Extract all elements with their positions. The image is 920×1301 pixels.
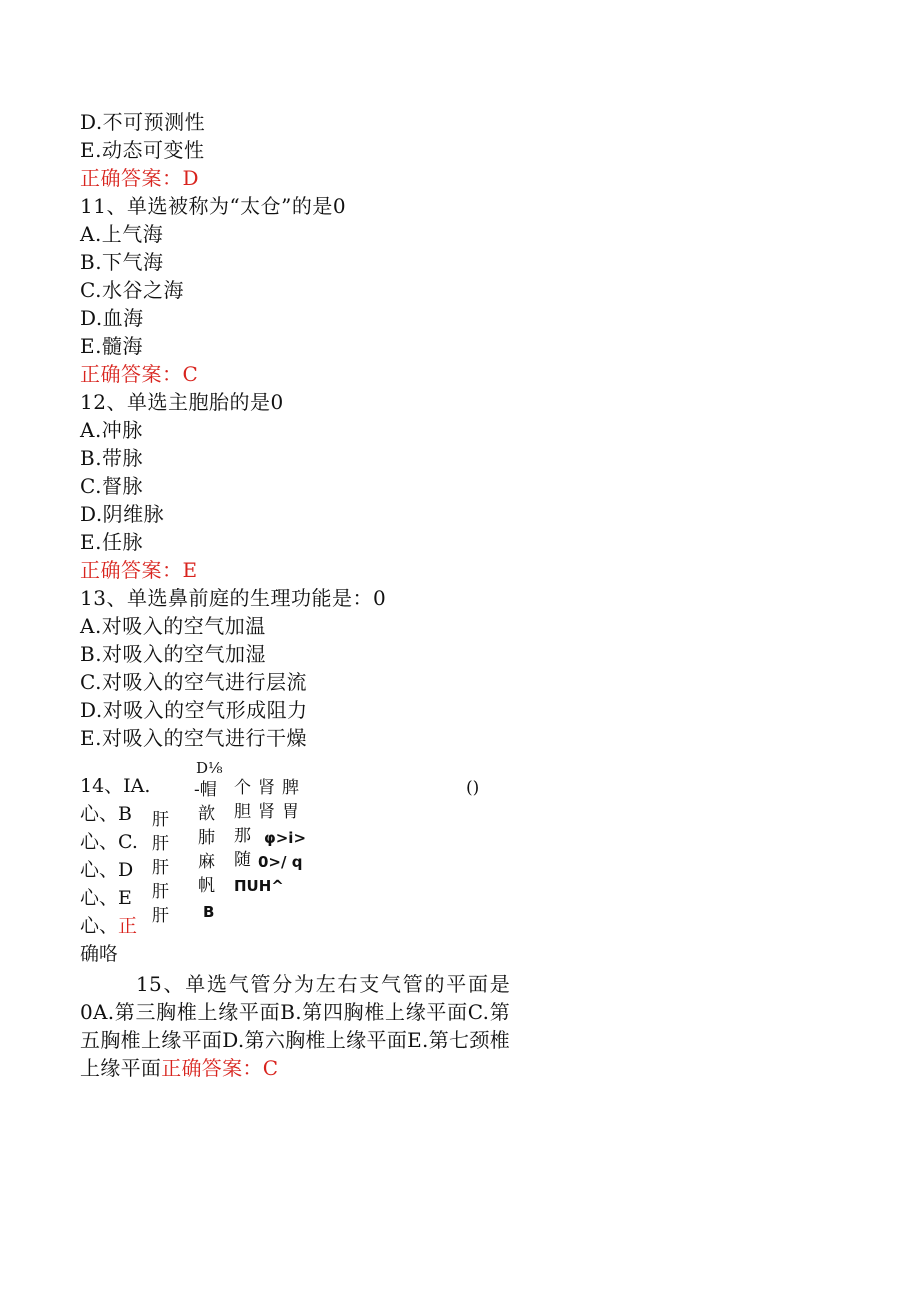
q13-option-a: A.对吸入的空气加温	[80, 614, 266, 638]
q10-answer: 正确答案：D	[80, 166, 200, 190]
q15-number: 15、	[136, 972, 186, 996]
q11-option-c: C.水谷之海	[80, 278, 184, 302]
q14-garbled-text: ΠUH^	[234, 877, 284, 895]
q14-col1-row: 心、B	[80, 803, 132, 825]
q12-answer: 正确答案：E	[80, 558, 198, 582]
q10-option-e: E.动态可变性	[80, 138, 205, 162]
q12-option-a: A.冲脉	[80, 418, 143, 442]
q12-option-b: B.带脉	[80, 446, 144, 470]
q13-option-e: E.对吸入的空气进行干燥	[80, 726, 307, 750]
q11-option-b: B.下气海	[80, 250, 164, 274]
q14-col5-cell: 肾	[258, 778, 275, 798]
q14-col2-cell: 肝	[152, 858, 169, 878]
q14-col3-cell: -帽	[194, 780, 217, 800]
q14-col2-cell: 肝	[152, 810, 169, 830]
q11-option-a: A.上气海	[80, 222, 164, 246]
q14-col1-red-tail: 正	[118, 915, 138, 937]
q14-col6-cell: 胃	[282, 802, 299, 822]
q14-col1-row: 心、C.	[80, 831, 138, 853]
q13-option-d: D.对吸入的空气形成阻力	[80, 698, 308, 722]
q14-col1-row: 14、IA.	[80, 775, 151, 797]
q14-col3-cell: 帆	[198, 876, 215, 896]
q14-col2-cell: 肝	[152, 906, 169, 926]
q14-col6-cell: 脾	[282, 778, 299, 798]
q14-col1-row: 心、E	[80, 887, 132, 909]
q10-option-d: D.不可预测性	[80, 110, 206, 134]
q14-col3-top: D⅛	[196, 759, 223, 777]
q11-option-e: E.髓海	[80, 334, 143, 358]
q14-col3-cell: 肺	[198, 828, 215, 848]
q15-answer: 正确答案：C	[161, 1056, 279, 1080]
q14-paren: ()	[466, 778, 480, 798]
q14-col4-cell: 那	[234, 826, 251, 846]
q13-option-c: C.对吸入的空气进行层流	[80, 670, 307, 694]
q15-text: 单选气管分为左右支气管的平面是0A.第三胸椎上缘平面B.第四胸椎上缘平面C.第五胸椎上缘平面D.第六胸椎上缘平面E.第七颈椎上缘平面	[80, 972, 510, 1080]
q14-col1-last-prefix: 心、	[80, 915, 119, 937]
q11-stem: 11、单选被称为“太仓”的是0	[80, 194, 347, 218]
q14-col5-cell: 肾	[258, 802, 275, 822]
q13-option-b: B.对吸入的空气加湿	[80, 642, 267, 666]
q14-col1-row	[80, 914, 137, 938]
q14-garbled-text: 0>/ q	[258, 853, 303, 871]
q14-col4-cell: 随	[234, 850, 251, 870]
q12-option-c: C.督脉	[80, 474, 143, 498]
q14-col4-cell: 胆	[234, 802, 251, 822]
q13-stem: 13、单选鼻前庭的生理功能是：0	[80, 586, 387, 610]
q14-col1-row: 确咯	[80, 943, 119, 965]
q12-option-e: E.任脉	[80, 530, 143, 554]
q14-col3-cell: 麻	[198, 852, 215, 872]
q12-option-d: D.阴维脉	[80, 502, 165, 526]
q14-col1-row: 心、D	[80, 859, 134, 881]
q14-col3-cell: 歆	[198, 804, 215, 824]
q11-answer: 正确答案：C	[80, 362, 199, 386]
q12-stem: 12、单选主胞胎的是0	[80, 390, 284, 414]
q14-col4-cell: 个	[234, 778, 251, 798]
q14-col2-cell: 肝	[152, 882, 169, 902]
q14-garbled-text: φ>i>	[264, 829, 307, 847]
q14-col2-cell: 肝	[152, 834, 169, 854]
q11-option-d: D.血海	[80, 306, 144, 330]
q15-paragraph	[80, 970, 510, 1082]
q14-col3-bold: B	[203, 903, 215, 921]
